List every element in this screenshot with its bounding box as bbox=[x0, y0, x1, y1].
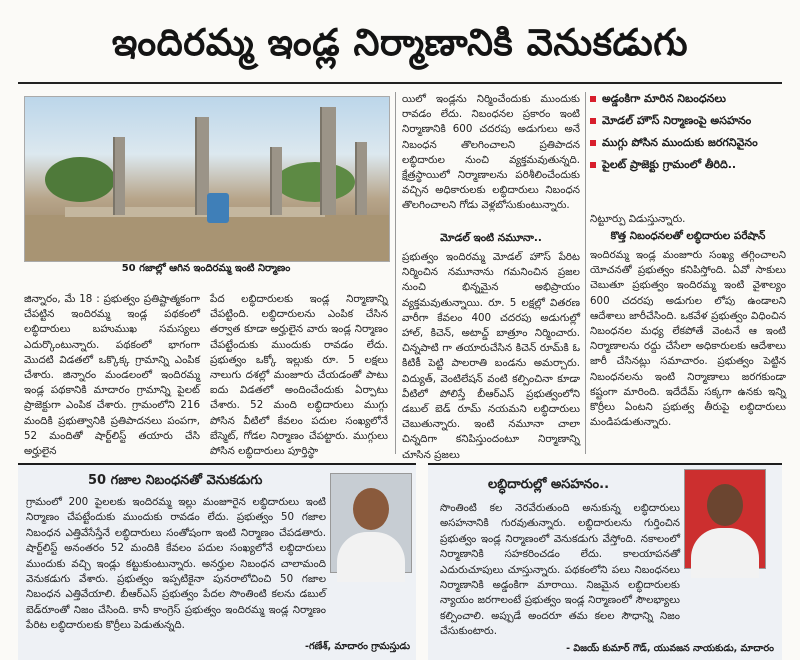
water-tank bbox=[207, 193, 229, 223]
bullet-square-icon bbox=[590, 162, 596, 168]
photo-caption: 50 గజాల్లో ఆగిన ఇందిరమ్మ ఇంటి నిర్మాణం bbox=[121, 263, 291, 274]
portrait-body bbox=[691, 528, 759, 578]
construction-photo bbox=[24, 96, 390, 262]
article-column-1: జిన్నారం, మే 18 : ప్రభుత్వం ప్రతిష్టాత్మకంగా చేపట్టిన ఇందిరమ్మ ఇండ్ల పథకంలో లబ్ధిదారులు బహుముఖ సమస్యలు ఎదుర్కొంటున్నారు. పథకంలో భాగంగా మొదటి విడతలో ఒక్కొక్క గ్రామాన్ని ఎంపిక చేశారు. జిన్నారం మండలంలో ఇందిరమ్మ ఇండ్ల పథకానికి మాదారం గ్రామాన్ని పైలట్ ప్రాజెక్టుగా ఎంపిక చేశారు. గ్రామంలోని 216 మందికి ప్రభుత్వానికి ప్రతిపాదనలు పంపగా, 52 మందితో షార్ట్‌లిస్ట్ తయారు చేసి అర్హులైన bbox=[24, 293, 200, 458]
article-column-3: యిలో ఇండ్లను నిర్మించేందుకు ముందుకు రావడం లేదు. నిబంధనల ప్రకారం ఇంటి నిర్మాణానికి 600 చదరపు అడుగులు అనే నిబంధన తొలగించాలని ప్రతిపాదన లబ్ధిదారుల నుంచి వ్యక్తమవుతున్నది. క్షేత్రస్థాయిలో నిర్మాణాలను పరిశీలించేందుకు వచ్చిన అధికారులకు లబ్ధిదారులు నిబంధన తొలగించాలని గోడు వెళ్లబోసుకుంటున్నారు. bbox=[402, 93, 580, 212]
box-title: లబ్ధిదారుల్లో అసహనం.. bbox=[488, 477, 610, 492]
bullet-square-icon bbox=[590, 140, 596, 146]
headline: ఇందిరమ్మ ఇండ్ల నిర్మాణానికి వెనుకడుగు bbox=[111, 21, 689, 64]
highlight-item bbox=[590, 91, 790, 107]
subhead-new-rules: కొత్త నిబంధనలతో లబ్ధిదారుల పరేషాన్ bbox=[610, 230, 766, 242]
ganesh-portrait bbox=[330, 473, 412, 573]
sidebar-box-ganesh bbox=[18, 463, 416, 660]
vijay-portrait bbox=[684, 469, 766, 569]
highlight-text: ముగ్గు పోసిన ముందుకు జరగనివైనం bbox=[602, 136, 758, 149]
highlight-text: అడ్డంకిగా మారిన నిబంధనలు bbox=[602, 92, 726, 105]
subhead-model-house: మోడల్ ఇంటి నమూనా.. bbox=[440, 232, 542, 244]
highlight-item bbox=[590, 113, 790, 129]
box-text: సొంతింటి కల నెరవేరుతుంది అనుకున్న లబ్ధిదారులు అసహనానికి గురవుతున్నారు. లబ్ధిదారులను గుర్తించిన ప్రభుత్వం ఇండ్ల నిర్మాణంలో వెనుకడుగు వేస్తోంది. నకాలంలో నిర్మాణానికి సహకరించడం లేదు. కాలయాపనతో ఎదురుచూపులు చూస్తున్నారు. పథకంలోని పలు నిబంధనలు నిర్మాణానికి అడ్డంకిగా మారాయి. నిజమైన లబ్ధిదారులకు న్యాయం జరగాలంటే ప్రభుత్వం ఇండ్ల నిర్మాణంలో సౌలభ్యాలు కల్పించాలి. అప్పుడే అందరూ తమ కలల సౌధాన్ని నిజం చేసుకుంటారు. bbox=[440, 502, 680, 638]
highlight-text: పైలట్ ప్రాజెక్టు గ్రామంలో తీరిది.. bbox=[602, 158, 737, 171]
pillar bbox=[113, 137, 125, 215]
article-column-2: పేద లబ్ధిదారులకు ఇండ్ల నిర్మాణాన్ని చేపట్టింది. లబ్ధిదారులను ఎంపిక చేసిన తర్వాత కూడా అర్హులైన వారు ఇండ్ల నిర్మాణం చేపట్టేందుకు ముందుకు రావడం లేదు. ప్రభుత్వం ఒక్కో ఇల్లుకు రూ. 5 లక్షలు నాలుగు దశల్లో మంజూరు చేయడంతో పాటు ఐదు విడతలో అందించేందుకు ఏర్పాటు చేశారు. 52 మంది లబ్ధిదారులు ముగ్గు పోసిన వీటిలో కేవలం పదుల సంఖ్యలోనే బేస్మెట్, గోడల నిర్మాణం చేపట్టారు. ముగ్గులు పోసిన లబ్ధిదారులు పూర్తిస్థా bbox=[210, 293, 388, 458]
box-credit: - విజయ్ కుమార్ గౌడ్, యువజన నాయకుడు, మాదారం bbox=[566, 643, 774, 654]
box-text: గ్రామంలో 200 పైలలకు ఇందిరమ్మ ఇల్లు మంజూరైన లబ్ధిదారులు ఇంటి నిర్మాణం చేపట్టేందుకు ముందుకు రావడం లేదు. ప్రభుత్వం 50 గజాల నిబంధన ఎత్తివేసేస్తేనే లబ్ధిదారులు సంతోషంగా ఇంటి నిర్మాణం చేపడతారు. షార్ట్‌లిస్ట్ అనంతరం 52 మందికి కేవలం పదుల సంఖ్యలోనే లబ్ధిదారులు ముందుకు వచ్చి ఇండ్లు కట్టుకుంటున్నారు. అనర్హుల నిబంధన చాలామంది వెనుకడుగు వేశారు. ప్రభుత్వం ఇప్పటికైనా పునరాలోచించి 50 గజాల నిబంధన ఎత్తివేయాలి. బీఆర్ఎస్ ప్రభుత్వం పేదల సొంతింటి కలను డబుల్ బెడ్‌రూంతో నిజం చేసింది. కానీ కాంగ్రెస్ ప్రభుత్వం ఇందిరమ్మ ఇండ్ల నిర్మాణం పేరిట లబ్ధిదారులకు కొర్రీలు పెడుతున్నది. bbox=[26, 496, 326, 632]
pillar bbox=[320, 107, 336, 215]
highlight-item bbox=[590, 157, 790, 173]
tree-shape bbox=[45, 157, 115, 202]
column-divider bbox=[395, 92, 396, 454]
portrait-body bbox=[337, 532, 405, 582]
portrait-head bbox=[353, 488, 389, 530]
pillar bbox=[270, 147, 282, 215]
box-credit: -గణేశ్, మాదారం గ్రామస్తుడు bbox=[305, 641, 410, 652]
highlight-text: మోడల్ హౌస్ నిర్మాణంపై అసహనం bbox=[602, 114, 752, 127]
portrait-head bbox=[707, 484, 743, 526]
article-column-4-top: నిట్టూర్పు విడుస్తున్నారు. bbox=[590, 213, 686, 225]
highlight-item bbox=[590, 135, 790, 151]
column-divider bbox=[585, 92, 586, 454]
highlights-list bbox=[590, 91, 790, 179]
tree-shape bbox=[275, 162, 355, 202]
box-title: 50 గజాల నిబంధనతో వెనుకడుగు bbox=[88, 473, 263, 488]
pillar bbox=[355, 142, 367, 215]
headline-rule bbox=[18, 82, 782, 84]
article-column-4: ఇందిరమ్మ ఇండ్ల మంజూరు సంఖ్య తగ్గించాలని యోచనతో ప్రభుత్వం కనిపిస్తోంది. ఏవో సాకులు చెబుతూ ప్రభుత్వం ఇందిరమ్మ ఇంటి వైశాల్యం 600 చదరపు అడుగుల లోపు ఉండాలని ఆదేశాలు జారీచేసింది. ఒకవేళ ప్రభుత్వం విధించిన నిబంధనల మధ్య లేకపోతే వెంటనే ఆ ఇంటి నిర్మాణాలను రద్దు చేసేలా అధికారులకు ఆదేశాలు జారీ చేసినట్లు సమాచారం. ప్రభుత్వం పెట్టిన నిబంధనలను ఇంటి నిర్మాణాలు జరగకుండా కష్టంగా మారింది. ఇదేదేమ్ సక్కగా ఉనకు ఇన్ని కొర్రీలు ఏంటని ప్రభుత్వ తీరుపై లబ్ధిదారులు మండిపడుతున్నారు. bbox=[590, 249, 786, 429]
bullet-square-icon bbox=[590, 118, 596, 124]
sidebar-box-vijay bbox=[428, 463, 782, 660]
bullet-square-icon bbox=[590, 96, 596, 102]
article-column-3b: ప్రభుత్వం ఇందిరమ్మ మోడల్ హౌస్ పేరిట నిర్మించిన నమూనాను గమనించిన ప్రజల నుంచి భిన్నమైన అభిప్రాయం వ్యక్తమవుతున్నాయి. రూ. 5 లక్షల్లో వితరణ వారీగా కేవలం 400 చదరపు అడుగుల్లో హాల్, కిచెన్, అటాచ్డ్ బాత్రూం నిర్మించారు. చిన్నపాటి గా తయారుచేసిన కిచెన్ రూమ్‌కి ఓ కిటికీ పెట్టి పాలరాతి బండను అమర్చారు. విద్యుత్, వెంటిలేషన్ వంటి కల్పించినా కూడా వీటిలో పోలిస్తే బీఆర్ఎస్ ప్రభుత్వంలోని డబుల్ బెడ్ రూమ్ నయమని లబ్ధిదారులు చెబుతున్నారు. ఇంటి నమూనా చాలా చిన్నదిగా కనిపిస్తుందంటూ నిర్మాణాన్ని చూసిన ప్రజలు bbox=[402, 251, 580, 461]
